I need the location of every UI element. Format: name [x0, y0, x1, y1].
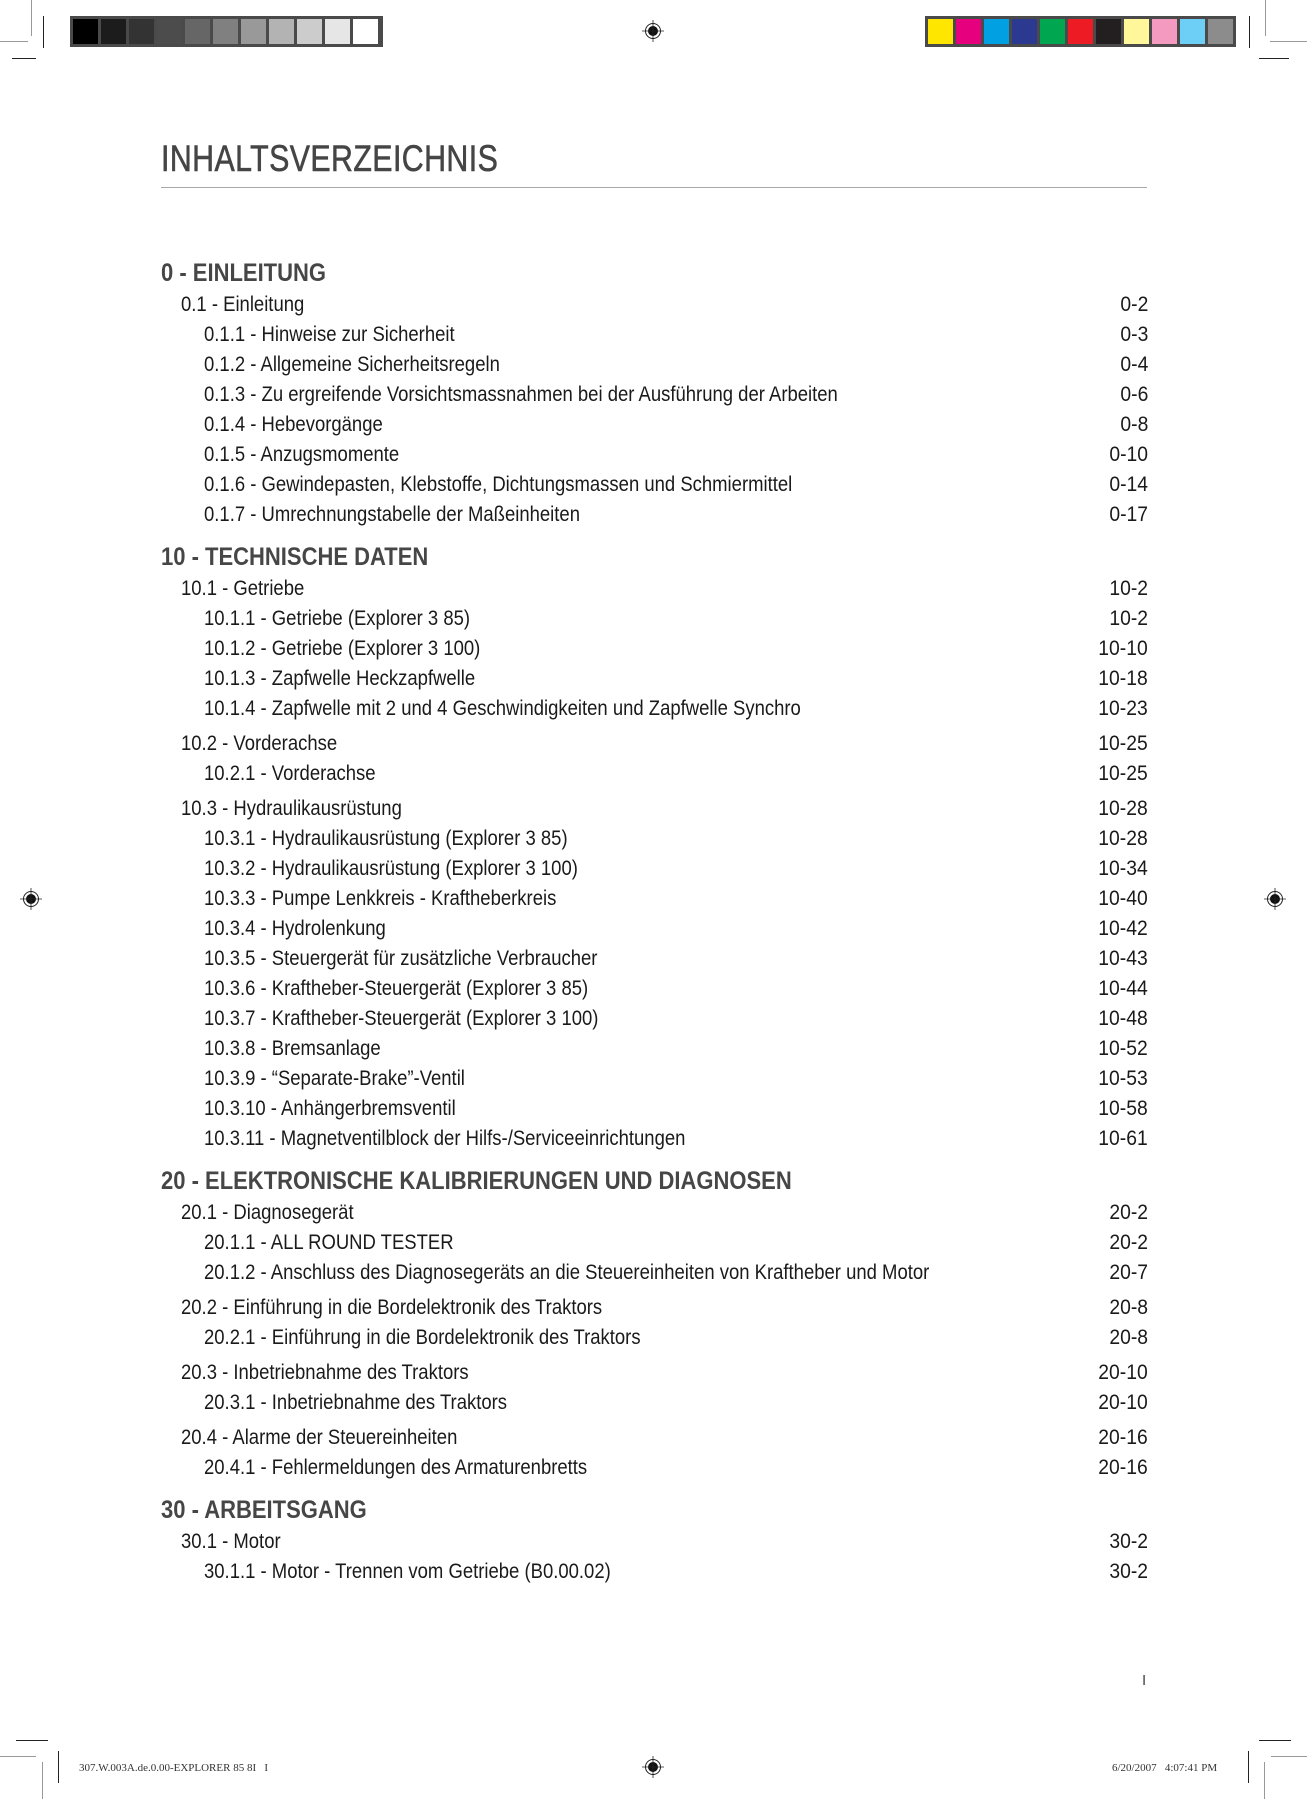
- toc-entry-label: 0.1.7 - Umrechnungstabelle der Maßeinheiten: [204, 503, 580, 526]
- crop-mark: [1248, 1751, 1249, 1783]
- toc-entry-label: 10.3.6 - Kraftheber-Steuergerät (Explorer 3 85): [204, 977, 589, 1000]
- calibration-swatch: [157, 19, 182, 44]
- toc-entry-label: 20.4.1 - Fehlermeldungen des Armaturenbretts: [204, 1456, 588, 1479]
- toc-subsection-entry[interactable]: [161, 944, 1148, 974]
- toc-chapter-heading[interactable]: 10 - TECHNISCHE DATEN: [161, 543, 429, 571]
- toc-section-entry[interactable]: [161, 794, 1148, 824]
- calibration-swatch: [1012, 19, 1037, 44]
- toc-entry-label: 0.1.5 - Anzugsmomente: [204, 443, 400, 466]
- toc-entry-page: 10-23: [1098, 697, 1148, 720]
- toc-entry-page: 10-43: [1098, 947, 1148, 970]
- page-title: INHALTSVERZEICHNIS: [161, 138, 499, 179]
- toc-entry-label: 0.1.6 - Gewindepasten, Klebstoffe, Dichtungsmassen und Schmiermittel: [204, 473, 793, 496]
- toc-entry-label: 10.1.2 - Getriebe (Explorer 3 100): [204, 637, 481, 660]
- calibration-swatch: [101, 19, 126, 44]
- toc-entry-label: 30.1.1 - Motor - Trennen vom Getriebe (B0.00.02): [204, 1560, 611, 1583]
- calibration-swatch: [956, 19, 981, 44]
- crop-mark: [1249, 16, 1250, 48]
- toc-subsection-entry[interactable]: [161, 759, 1148, 789]
- toc-entry-page: 10-2: [1109, 577, 1148, 600]
- crop-mark: [1271, 1756, 1307, 1757]
- footer-job-slug: 307.W.003A.de.0.00-EXPLORER 85 8I I: [79, 1762, 269, 1774]
- toc-entry-label: 20.3 - Inbetriebnahme des Traktors: [181, 1361, 469, 1384]
- grayscale-calibration-bar: [70, 16, 383, 47]
- toc-subsection-entry[interactable]: [161, 1557, 1148, 1587]
- toc-entry-page: 20-10: [1098, 1361, 1148, 1384]
- crop-mark: [1265, 0, 1266, 36]
- toc-entry-label: 10.3.9 - “Separate-Brake”-Ventil: [204, 1067, 465, 1090]
- toc-entry-label: 10.3.11 - Magnetventilblock der Hilfs-/Serviceeinrichtungen: [204, 1127, 686, 1150]
- toc-entry-page: 10-61: [1098, 1127, 1148, 1150]
- title-divider: [161, 187, 1147, 188]
- toc-subsection-entry[interactable]: [161, 1453, 1148, 1483]
- toc-entry-page: 20-10: [1098, 1391, 1148, 1414]
- toc-entry-page: 10-28: [1098, 797, 1148, 820]
- toc-entry-page: 20-2: [1109, 1231, 1148, 1254]
- toc-entry-page: 10-25: [1098, 732, 1148, 755]
- toc-entry-page: 0-2: [1120, 293, 1148, 316]
- toc-entry-label: 0.1 - Einleitung: [181, 293, 305, 316]
- crop-mark: [42, 1762, 43, 1799]
- crosshair-target-icon: [642, 20, 664, 42]
- toc-subsection-entry[interactable]: [161, 604, 1148, 634]
- toc-entry-label: 10.1.3 - Zapfwelle Heckzapfwelle: [204, 667, 476, 690]
- toc-entry-label: 20.3.1 - Inbetriebnahme des Traktors: [204, 1391, 508, 1414]
- toc-section-entry[interactable]: [161, 1527, 1148, 1557]
- toc-entry-label: 20.1.1 - ALL ROUND TESTER: [204, 1231, 454, 1254]
- toc-entry-label: 10.3.5 - Steuergerät für zusätzliche Verbraucher: [204, 947, 598, 970]
- toc-entry-page: 0-14: [1109, 473, 1148, 496]
- toc-entry-label: 20.1.2 - Anschluss des Diagnosegeräts an die Steuereinheiten von Kraftheber und Motor: [204, 1261, 930, 1284]
- toc-entry-label: 30.1 - Motor: [181, 1530, 281, 1553]
- footer-timestamp: 6/20/2007 4:07:41 PM: [1112, 1762, 1218, 1774]
- toc-entry-label: 10.3.2 - Hydraulikausrüstung (Explorer 3 100): [204, 857, 578, 880]
- crop-mark: [1259, 1740, 1291, 1741]
- toc-entry-page: 0-6: [1120, 383, 1148, 406]
- toc-entry-page: 10-25: [1098, 762, 1148, 785]
- toc-subsection-entry[interactable]: [161, 1064, 1148, 1094]
- crop-mark: [0, 41, 28, 42]
- toc-entry-label: 20.2 - Einführung in die Bordelektronik des Traktors: [181, 1296, 603, 1319]
- toc-entry-page: 10-18: [1098, 667, 1148, 690]
- toc-subsection-entry[interactable]: [161, 1124, 1148, 1154]
- toc-section-entry[interactable]: [161, 574, 1148, 604]
- toc-entry-label: 10.3.7 - Kraftheber-Steuergerät (Explorer 3 100): [204, 1007, 599, 1030]
- toc-entry-page: 0-8: [1120, 413, 1148, 436]
- crosshair-target-icon: [20, 888, 42, 910]
- toc-entry-page: 10-42: [1098, 917, 1148, 940]
- toc-entry-page: 30-2: [1109, 1560, 1148, 1583]
- color-calibration-bar: [925, 16, 1236, 47]
- crop-mark: [12, 58, 36, 59]
- toc-entry-page: 20-16: [1098, 1426, 1148, 1449]
- toc-entry-label: 20.4 - Alarme der Steuereinheiten: [181, 1426, 458, 1449]
- toc-subsection-entry[interactable]: [161, 380, 1148, 410]
- toc-subsection-entry[interactable]: [161, 500, 1148, 530]
- toc-entry-label: 10.3.3 - Pumpe Lenkkreis - Kraftheberkreis: [204, 887, 557, 910]
- crop-mark: [0, 1756, 36, 1757]
- toc-subsection-entry[interactable]: [161, 634, 1148, 664]
- toc-subsection-entry[interactable]: [161, 1388, 1148, 1418]
- toc-section-entry[interactable]: [161, 290, 1148, 320]
- toc-entry-page: 10-2: [1109, 607, 1148, 630]
- toc-subsection-entry[interactable]: [161, 470, 1148, 500]
- toc-subsection-entry[interactable]: [161, 694, 1148, 724]
- toc-section-entry[interactable]: [161, 1293, 1148, 1323]
- crop-mark: [1270, 41, 1307, 42]
- crop-mark: [43, 16, 44, 48]
- toc-entry-label: 20.1 - Diagnosegerät: [181, 1201, 354, 1224]
- toc-entry-label: 10.2.1 - Vorderachse: [204, 762, 376, 785]
- calibration-swatch: [1124, 19, 1149, 44]
- calibration-swatch: [185, 19, 210, 44]
- toc-entry-label: 0.1.2 - Allgemeine Sicherheitsregeln: [204, 353, 500, 376]
- toc-entry-label: 10.3 - Hydraulikausrüstung: [181, 797, 402, 820]
- calibration-swatch: [269, 19, 294, 44]
- toc-entry-page: 30-2: [1109, 1530, 1148, 1553]
- toc-section-entry[interactable]: [161, 1423, 1148, 1453]
- toc-entry-page: 20-2: [1109, 1201, 1148, 1224]
- crop-mark: [1264, 1762, 1265, 1799]
- calibration-swatch: [1096, 19, 1121, 44]
- toc-chapter-heading[interactable]: 30 - ARBEITSGANG: [161, 1496, 367, 1524]
- toc-subsection-entry[interactable]: [161, 664, 1148, 694]
- calibration-swatch: [1152, 19, 1177, 44]
- toc-subsection-entry[interactable]: [161, 1034, 1148, 1064]
- page-number: I: [1142, 1672, 1147, 1689]
- toc-subsection-entry[interactable]: [161, 410, 1148, 440]
- crop-mark: [31, 0, 32, 36]
- toc-subsection-entry[interactable]: [161, 824, 1148, 854]
- toc-chapter-heading[interactable]: 0 - EINLEITUNG: [161, 259, 327, 287]
- calibration-swatch: [1068, 19, 1093, 44]
- crosshair-target-icon: [642, 1756, 664, 1778]
- crosshair-target-icon: [1264, 888, 1286, 910]
- toc-entry-label: 10.3.1 - Hydraulikausrüstung (Explorer 3 85): [204, 827, 568, 850]
- toc-entry-page: 10-10: [1098, 637, 1148, 660]
- toc-subsection-entry[interactable]: [161, 854, 1148, 884]
- calibration-swatch: [241, 19, 266, 44]
- crop-mark: [16, 1740, 48, 1741]
- toc-subsection-entry[interactable]: [161, 1094, 1148, 1124]
- toc-entry-label: 10.1.1 - Getriebe (Explorer 3 85): [204, 607, 471, 630]
- toc-subsection-entry[interactable]: [161, 1228, 1148, 1258]
- calibration-swatch: [1040, 19, 1065, 44]
- table-of-contents: [161, 256, 1148, 1587]
- calibration-swatch: [1180, 19, 1205, 44]
- toc-entry-page: 20-16: [1098, 1456, 1148, 1479]
- toc-entry-page: 10-58: [1098, 1097, 1148, 1120]
- toc-entry-label: 0.1.4 - Hebevorgänge: [204, 413, 383, 436]
- toc-entry-page: 0-10: [1109, 443, 1148, 466]
- toc-section-entry[interactable]: [161, 1198, 1148, 1228]
- calibration-swatch: [1208, 19, 1233, 44]
- toc-section-entry[interactable]: [161, 729, 1148, 759]
- toc-entry-label: 10.3.4 - Hydrolenkung: [204, 917, 386, 940]
- toc-entry-page: 0-3: [1120, 323, 1148, 346]
- calibration-swatch: [213, 19, 238, 44]
- calibration-swatch: [73, 19, 98, 44]
- toc-entry-page: 10-52: [1098, 1037, 1148, 1060]
- toc-subsection-entry[interactable]: [161, 974, 1148, 1004]
- toc-entry-label: 0.1.1 - Hinweise zur Sicherheit: [204, 323, 455, 346]
- toc-entry-label: 20.2.1 - Einführung in die Bordelektronik des Traktors: [204, 1326, 641, 1349]
- toc-entry-label: 10.1 - Getriebe: [181, 577, 305, 600]
- toc-subsection-entry[interactable]: [161, 1258, 1148, 1288]
- toc-entry-page: 10-44: [1098, 977, 1148, 1000]
- crop-mark: [1259, 58, 1289, 59]
- toc-subsection-entry[interactable]: [161, 884, 1148, 914]
- calibration-swatch: [325, 19, 350, 44]
- toc-entry-page: 20-8: [1109, 1296, 1148, 1319]
- calibration-swatch: [353, 19, 378, 44]
- toc-chapter-heading[interactable]: 20 - ELEKTRONISCHE KALIBRIERUNGEN UND DIAGNOSEN: [161, 1167, 792, 1195]
- toc-subsection-entry[interactable]: [161, 914, 1148, 944]
- toc-subsection-entry[interactable]: [161, 1323, 1148, 1353]
- toc-subsection-entry[interactable]: [161, 440, 1148, 470]
- crop-mark: [58, 1751, 59, 1783]
- toc-entry-page: 10-28: [1098, 827, 1148, 850]
- calibration-swatch: [984, 19, 1009, 44]
- toc-entry-label: 10.3.8 - Bremsanlage: [204, 1037, 381, 1060]
- toc-entry-page: 10-34: [1098, 857, 1148, 880]
- toc-entry-label: 10.2 - Vorderachse: [181, 732, 338, 755]
- toc-subsection-entry[interactable]: [161, 320, 1148, 350]
- toc-subsection-entry[interactable]: [161, 350, 1148, 380]
- calibration-swatch: [928, 19, 953, 44]
- toc-subsection-entry[interactable]: [161, 1004, 1148, 1034]
- toc-entry-label: 0.1.3 - Zu ergreifende Vorsichtsmassnahmen bei der Ausführung der Arbeiten: [204, 383, 838, 406]
- toc-entry-page: 10-53: [1098, 1067, 1148, 1090]
- toc-entry-page: 20-8: [1109, 1326, 1148, 1349]
- toc-entry-page: 0-17: [1109, 503, 1148, 526]
- toc-entry-page: 10-48: [1098, 1007, 1148, 1030]
- calibration-swatch: [129, 19, 154, 44]
- toc-entry-page: 10-40: [1098, 887, 1148, 910]
- toc-entry-page: 0-4: [1120, 353, 1148, 376]
- toc-entry-label: 10.3.10 - Anhängerbremsventil: [204, 1097, 456, 1120]
- calibration-swatch: [297, 19, 322, 44]
- toc-entry-label: 10.1.4 - Zapfwelle mit 2 und 4 Geschwindigkeiten und Zapfwelle Synchro: [204, 697, 801, 720]
- toc-section-entry[interactable]: [161, 1358, 1148, 1388]
- toc-entry-page: 20-7: [1109, 1261, 1148, 1284]
